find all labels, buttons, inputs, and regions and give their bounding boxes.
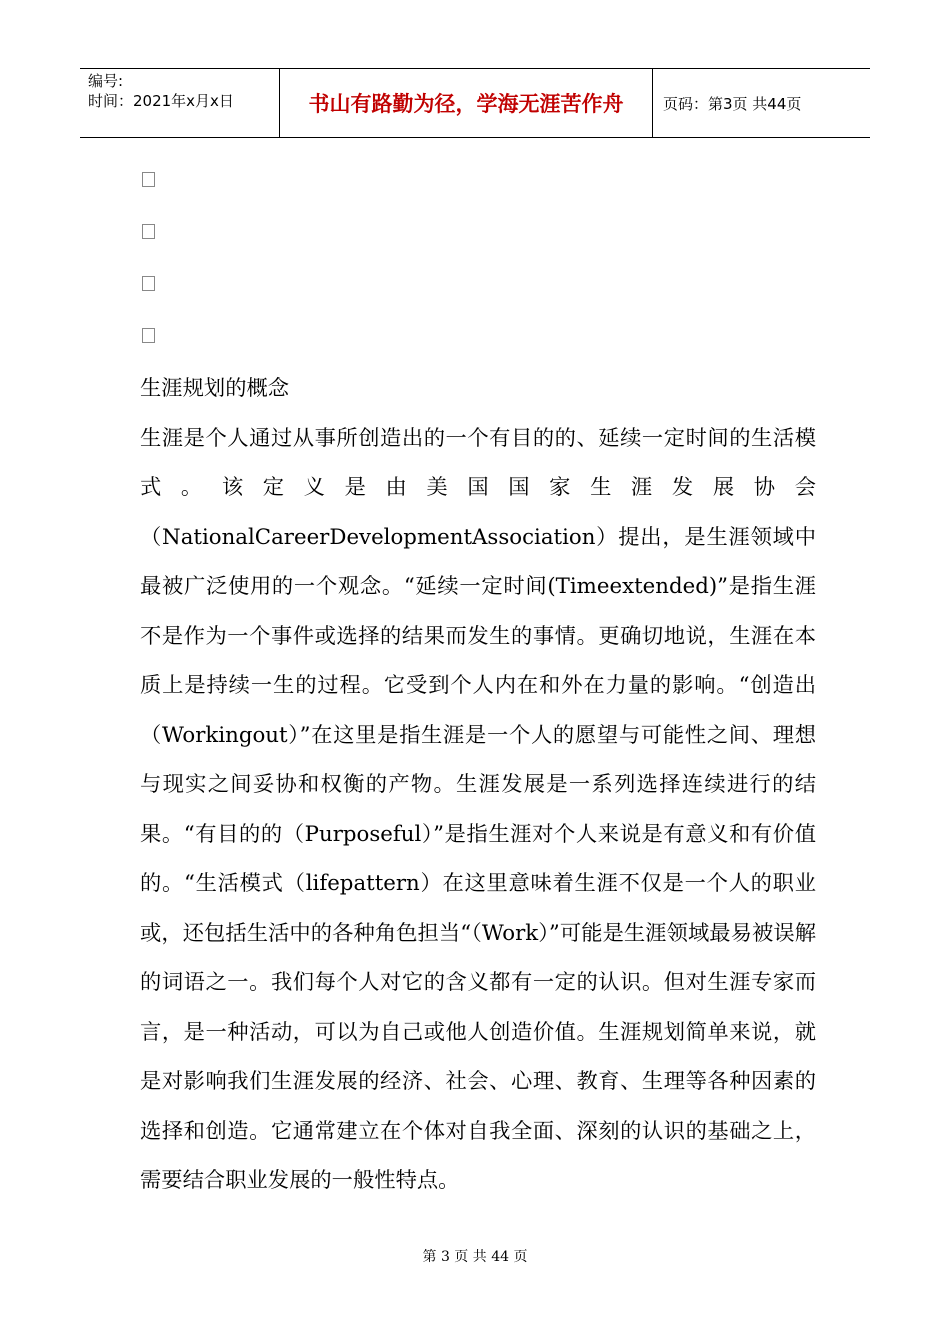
- placeholder-glyphs: [142, 172, 155, 380]
- document-body: [140, 364, 816, 1206]
- page-footer: 第 3 页 共 44 页: [422, 1249, 528, 1265]
- page-header: [80, 68, 870, 138]
- missing-glyph-box: [142, 224, 155, 239]
- missing-glyph-box: [142, 172, 155, 187]
- missing-glyph-box: [142, 328, 155, 343]
- missing-glyph-box: [142, 276, 155, 291]
- header-motto: 书山有路勤为径，学海无涯苦作舟: [280, 69, 653, 137]
- header-page-info: 页码：第3页 共44页: [663, 94, 802, 113]
- section-heading: 生涯规划的概念: [140, 376, 290, 401]
- header-meta: [80, 69, 280, 137]
- serial-label: 编号:: [88, 72, 124, 90]
- body-paragraph: 生涯是个人通过从事所创造出的一个有目的的、延续一定时间的生活模式。该定义是由美国国家生涯发展协会（NationalCareerDevelopmentAssociation）提出，是生涯领域中最被广泛使用的一个观念。“延续一定时间(Timeextended)”是指生涯不是作为一个事件或选择的结果而发生的事情。更确切地说，生涯在本质上是持续一生的过程。它受到个人内在和外在力量的影响。“创造出（Workingout）”在这里是指生涯是一个人的愿望与可能性之间、理想与现实之间妥协和权衡的产物。生涯发展是一系列选择连续进行的结果。“有目的的（Purposeful）”是指生涯对个人来说是有意义和有价值的。“生活模式（lifepattern）在这里意味着生涯不仅是一个人的职业或，还包括生活中的各种角色担当“（Work）”可能是生涯领域最易被误解的词语之一。我们每个人对它的含义都有一定的认识。但对生涯专家而言，是一种活动，可以为自己或他人创造价值。生涯规划简单来说，就是对影响我们生涯发展的经济、社会、心理、教育、生理等各种因素的选择和创造。它通常建立在个体对自我全面、深刻的认识的基础之上，需要结合职业发展的一般性特点。: [140, 425, 816, 1193]
- date-label: 时间：2021年x月x日: [88, 92, 234, 110]
